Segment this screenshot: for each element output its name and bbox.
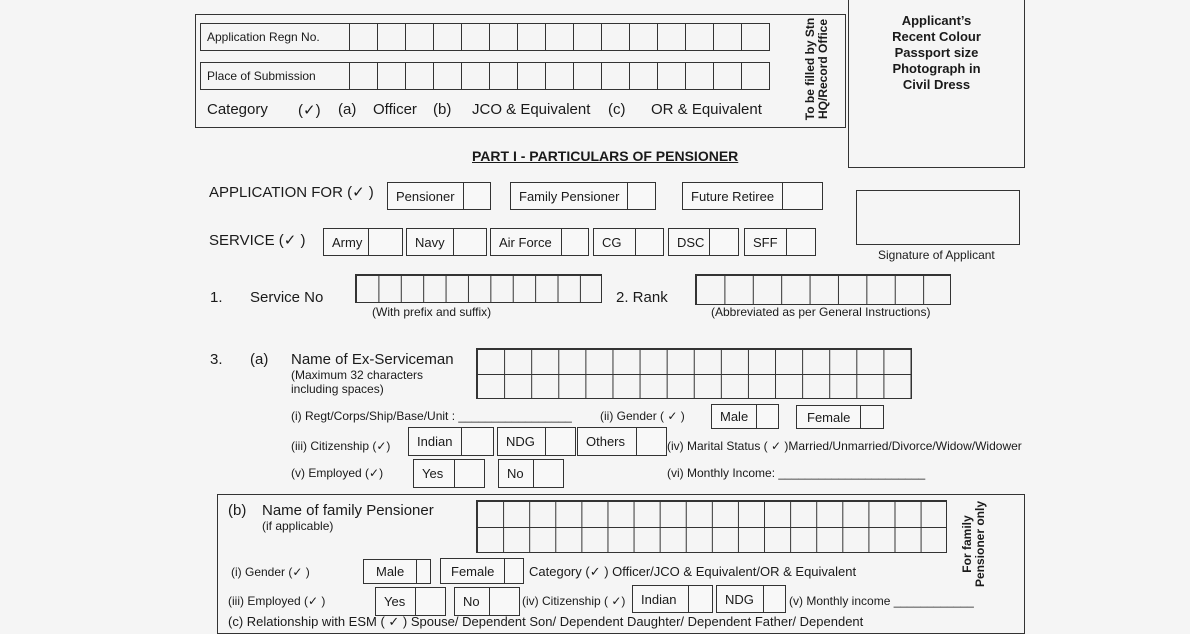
- ex-serviceman-name-field[interactable]: [476, 348, 912, 399]
- item3b-note: (if applicable): [262, 519, 334, 533]
- item3a-marital[interactable]: (iv) Marital Status ( ✓ )Married/Unmarried/Divorce/Widow/Widower: [667, 439, 1022, 453]
- item3b-gender-female-label: Female: [441, 559, 505, 583]
- item3a-citizenship-ndg-checkbox[interactable]: [546, 428, 575, 455]
- rank-field[interactable]: [695, 274, 951, 305]
- category-officer[interactable]: Officer: [373, 101, 417, 118]
- service-sff-label: SFF: [745, 229, 787, 255]
- service-label: SERVICE (✓ ): [209, 232, 306, 249]
- office-note-line-2: HQ/Record Office: [816, 18, 830, 120]
- item3b-gender-label: (i) Gender (✓ ): [231, 565, 310, 579]
- service-navy-label: Navy: [407, 229, 454, 255]
- service-sff[interactable]: [744, 228, 816, 256]
- office-note-line-1: To be filled by Stn: [803, 17, 817, 121]
- service-air-force-label: Air Force: [491, 229, 562, 255]
- item1-label: Service No: [250, 289, 324, 306]
- item3b-employed-yes[interactable]: [375, 587, 446, 616]
- submission-label: Place of Submission: [207, 69, 316, 83]
- item3a-citizenship-ndg[interactable]: [497, 427, 576, 456]
- item3b-citizenship-indian[interactable]: [632, 585, 713, 613]
- service-army-checkbox[interactable]: [369, 229, 402, 255]
- item3b-citizenship-ndg[interactable]: [716, 585, 786, 613]
- item3a-gender-male[interactable]: [711, 404, 779, 429]
- option-pensioner[interactable]: [387, 182, 491, 210]
- item3b-employed-no[interactable]: [454, 587, 520, 616]
- item3b-marker: (b): [228, 502, 247, 519]
- submission-place-field[interactable]: [349, 62, 770, 90]
- item3b-category[interactable]: Category (✓ ) Officer/JCO & Equivalent/OR & Equivalent: [529, 564, 857, 579]
- item3a-citizenship-ndg-label: NDG: [498, 428, 546, 455]
- item3b-gender-male[interactable]: [363, 559, 431, 584]
- option-future-retiree[interactable]: [682, 182, 823, 210]
- photo-line-3: Passport size: [894, 45, 979, 60]
- item3a-employed-no-checkbox[interactable]: [534, 460, 563, 487]
- service-army-label: Army: [324, 229, 369, 255]
- service-no-field[interactable]: [355, 274, 602, 303]
- item3a-gender-female-checkbox[interactable]: [861, 406, 883, 428]
- service-dsc[interactable]: [668, 228, 739, 256]
- item3a-citizenship-others[interactable]: [577, 427, 667, 456]
- category-jco[interactable]: JCO & Equivalent: [472, 101, 591, 118]
- item3a-regt[interactable]: (i) Regt/Corps/Ship/Base/Unit : _________________: [291, 409, 572, 423]
- category-label: Category: [207, 101, 268, 118]
- item3a-gender-female[interactable]: [796, 405, 884, 429]
- service-army[interactable]: [323, 228, 403, 256]
- signature-label: Signature of Applicant: [878, 248, 995, 262]
- category-tick: (✓): [298, 102, 321, 119]
- category-c-marker: (c): [608, 101, 626, 118]
- photo-line-1: Applicant’s: [901, 13, 972, 28]
- service-dsc-checkbox[interactable]: [710, 229, 738, 255]
- item3a-label: Name of Ex-Serviceman: [291, 351, 454, 368]
- option-family-pensioner[interactable]: [510, 182, 656, 210]
- item3b-citizenship-indian-label: Indian: [633, 586, 689, 612]
- item3b-citizenship-indian-checkbox[interactable]: [689, 586, 712, 612]
- item3b-employed-label: (iii) Employed (✓ ): [228, 594, 326, 608]
- item3a-gender-label: (ii) Gender ( ✓ ): [600, 409, 685, 423]
- item3a-gender-male-checkbox[interactable]: [757, 405, 778, 428]
- service-air-force[interactable]: [490, 228, 589, 256]
- service-dsc-label: DSC: [669, 229, 710, 255]
- service-air-force-checkbox[interactable]: [562, 229, 588, 255]
- item3a-marker: (a): [250, 351, 269, 368]
- regn-number-field[interactable]: [349, 23, 770, 51]
- item3a-gender-female-label: Female: [797, 406, 861, 428]
- item3-number: 3.: [210, 351, 223, 368]
- family-pensioner-name-field[interactable]: [476, 500, 947, 553]
- option-future-retiree-checkbox[interactable]: [783, 183, 822, 209]
- item3a-employed-label: (v) Employed (✓): [291, 466, 384, 480]
- option-future-retiree-label: Future Retiree: [683, 183, 783, 209]
- option-pensioner-checkbox[interactable]: [464, 183, 490, 209]
- item3b-employed-yes-label: Yes: [376, 588, 416, 615]
- category-or[interactable]: OR & Equivalent: [651, 101, 762, 118]
- item3a-citizenship-others-checkbox[interactable]: [637, 428, 666, 455]
- item3a-note-2: including spaces): [291, 382, 384, 396]
- item3b-employed-no-checkbox[interactable]: [490, 588, 519, 615]
- service-navy-checkbox[interactable]: [454, 229, 486, 255]
- item2-note: (Abbreviated as per General Instructions): [711, 305, 931, 319]
- item3a-employed-yes[interactable]: [413, 459, 485, 488]
- regn-label: Application Regn No.: [207, 30, 320, 44]
- service-cg-label: CG: [594, 229, 636, 255]
- item3b-gender-male-label: Male: [364, 560, 417, 583]
- item3b-citizenship-ndg-label: NDG: [717, 586, 764, 612]
- option-family-pensioner-label: Family Pensioner: [511, 183, 628, 209]
- item1-note: (With prefix and suffix): [372, 305, 492, 319]
- item3b-employed-no-label: No: [455, 588, 490, 615]
- item3b-gender-male-checkbox[interactable]: [417, 560, 430, 583]
- service-cg[interactable]: [593, 228, 664, 256]
- family-side-note: [961, 496, 987, 592]
- item3a-citizenship-label: (iii) Citizenship (✓): [291, 439, 391, 453]
- item3a-note-1: (Maximum 32 characters: [291, 368, 424, 382]
- family-side-note-line-2: Pensioner only: [973, 500, 987, 588]
- item3a-citizenship-indian-label: Indian: [409, 428, 462, 455]
- item3a-employed-yes-label: Yes: [414, 460, 455, 487]
- item1-number: 1.: [210, 289, 223, 306]
- item3b-citizenship-label: (iv) Citizenship ( ✓): [522, 594, 626, 608]
- item3b-label: Name of family Pensioner: [262, 502, 434, 519]
- application-for-label: APPLICATION FOR (✓ ): [209, 184, 374, 201]
- item3b-gender-female-checkbox[interactable]: [505, 559, 523, 583]
- photo-line-4: Photograph in: [892, 61, 981, 76]
- signature-box[interactable]: [856, 190, 1020, 245]
- item3a-income[interactable]: (vi) Monthly Income: ______________________: [667, 466, 926, 480]
- item3b-gender-female[interactable]: [440, 558, 524, 584]
- item3b-citizenship-ndg-checkbox[interactable]: [764, 586, 785, 612]
- photo-line-2: Recent Colour: [892, 29, 981, 44]
- category-a-marker: (a): [338, 101, 357, 118]
- photo-line-5: Civil Dress: [902, 77, 971, 92]
- service-sff-checkbox[interactable]: [787, 229, 815, 255]
- item3a-employed-yes-checkbox[interactable]: [455, 460, 484, 487]
- item3b-employed-yes-checkbox[interactable]: [416, 588, 445, 615]
- part-title: PART I - PARTICULARS OF PENSIONER: [472, 148, 739, 164]
- item3c-relationship[interactable]: (c) Relationship with ESM ( ✓ ) Spouse/ Dependent Son/ Dependent Daughter/ Dependent Father/ Dependent: [228, 614, 864, 629]
- item3b-income[interactable]: (v) Monthly income ____________: [789, 594, 974, 608]
- item2-label: 2. Rank: [616, 289, 668, 306]
- photo-instructions: [848, 13, 1025, 93]
- service-cg-checkbox[interactable]: [636, 229, 663, 255]
- item3a-employed-no-label: No: [499, 460, 534, 487]
- family-side-note-line-1: For family: [960, 515, 974, 573]
- item3a-citizenship-others-label: Others: [578, 428, 637, 455]
- item3a-gender-male-label: Male: [712, 405, 757, 428]
- item3a-employed-no[interactable]: [498, 459, 564, 488]
- option-pensioner-label: Pensioner: [388, 183, 464, 209]
- office-note: [804, 14, 830, 124]
- item3a-citizenship-indian-checkbox[interactable]: [462, 428, 493, 455]
- service-navy[interactable]: [406, 228, 487, 256]
- option-family-pensioner-checkbox[interactable]: [628, 183, 655, 209]
- category-b-marker: (b): [433, 101, 452, 118]
- item3a-citizenship-indian[interactable]: [408, 427, 494, 456]
